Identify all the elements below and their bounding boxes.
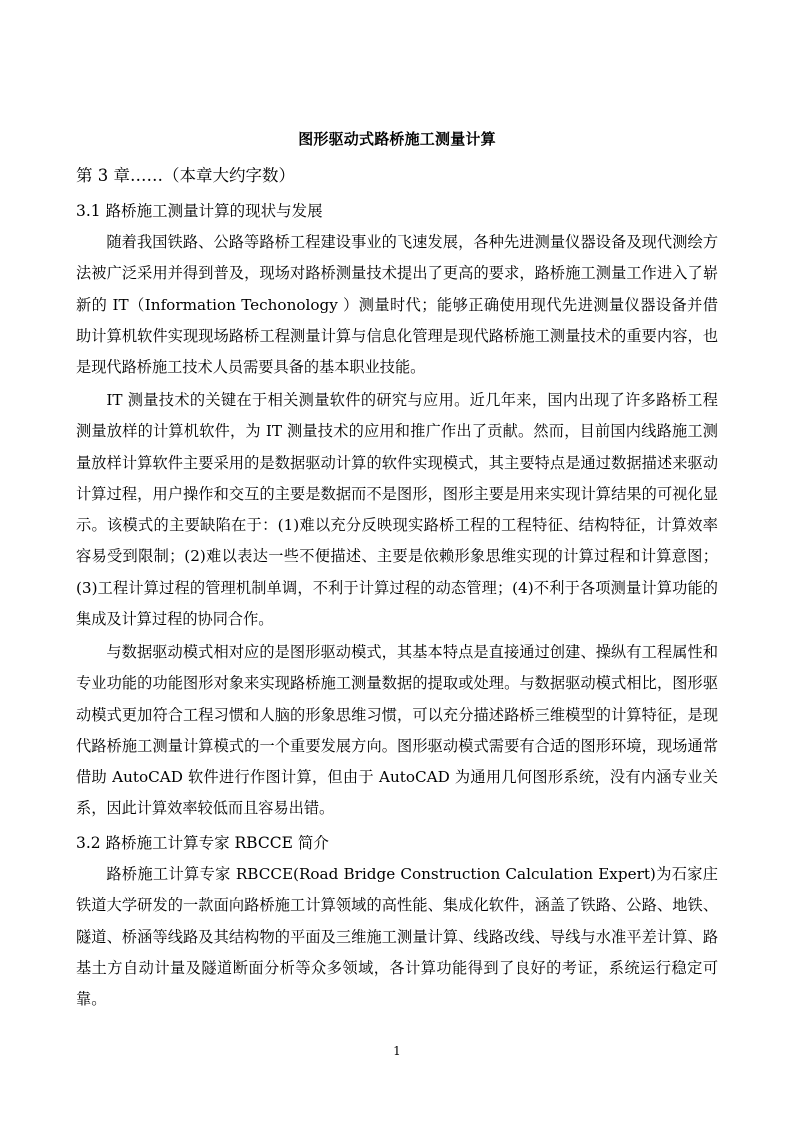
document-title: 图形驱动式路桥施工测量计算	[298, 130, 496, 148]
chapter-heading: 第 3 章……（本章大约字数）	[76, 166, 295, 185]
paragraph-3-1-2: IT 测量技术的关键在于相关测量软件的研究与应用。近几年来，国内出现了许多路桥工程测量放样的计算机软件，为 IT 测量技术的应用和推广作出了贡献。然而，目前国内线路施工测量放样计算软件主要采用的是数据驱动计算的软件实现模式，其主要特点是通过数据描述来驱动计算过程，用户操作和交互的主要是数据而不是图形，图形主要是用来实现计算结果的可视化显示。该模式的主要缺陷在于：(1)难以充分反映现实路桥工程的工程特征、结构特征，计算效率容易受到限制；(2)难以表达一些不便描述、主要是依赖形象思维实现的计算过程和计算意图；(3)工程计算过程的管理机制单调，不利于计算过程的动态管理；(4)不利于各项测量计算功能的集成及计算过程的协同合作。	[76, 391, 718, 629]
paragraph-3-1-3: 与数据驱动模式相对应的是图形驱动模式，其基本特点是直接通过创建、操纵有工程属性和专业功能的功能图形对象来实现路桥施工测量数据的提取或处理。与数据驱动模式相比，图形驱动模式更加符合工程习惯和人脑的形象思维习惯，可以充分描述路桥三维模型的计算特征，是现代路桥施工测量计算模式的一个重要发展方向。图形驱动模式需要有合适的图形环境，现场通常借助 AutoCAD 软件进行作图计算，但由于 AutoCAD 为通用几何图形系统，没有内涵专业关系，因此计算效率较低而且容易出错。	[76, 643, 718, 818]
paragraph-3-2-1: 路桥施工计算专家 RBCCE(Road Bridge Construction Calculation Expert)为石家庄铁道大学研发的一款面向路桥施工计算领域的高性能、集成化软件，涵盖了铁路、公路、地铁、隧道、桥涵等线路及其结构物的平面及三维施工测量计算、线路改线、导线与水准平差计算、路基土方自动计量及隧道断面分析等众多领域，各计算功能得到了良好的考证，系统运行稳定可靠。	[76, 865, 718, 1009]
section-heading-3-1: 3.1 路桥施工测量计算的现状与发展	[76, 202, 323, 220]
paragraph-3-1-1: 随着我国铁路、公路等路桥工程建设事业的飞速发展，各种先进测量仪器设备及现代测绘方法被广泛采用并得到普及，现场对路桥测量技术提出了更高的要求，路桥施工测量工作进入了崭新的 IT（Information Techonology ）测量时代；能够正确使用现代先进测量仪器设备并借助计算机软件实现现场路桥工程测量计算与信息化管理是现代路桥施工测量技术的重要内容，也是现代路桥施工技术人员需要具备的基本职业技能。	[76, 233, 718, 377]
section-heading-3-2: 3.2 路桥施工计算专家 RBCCE 简介	[76, 834, 329, 852]
page-number: 1	[393, 1044, 401, 1058]
